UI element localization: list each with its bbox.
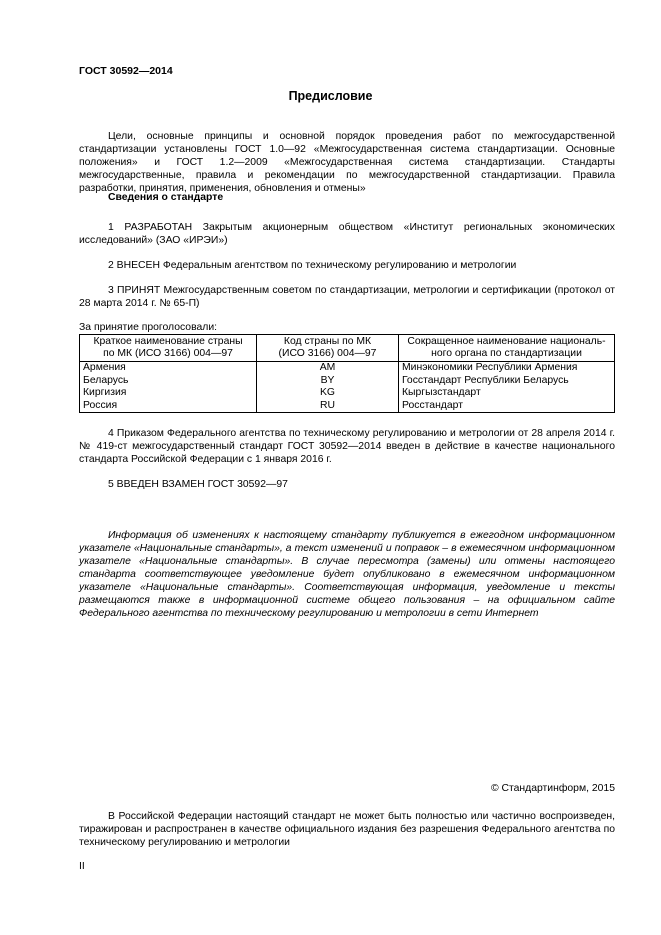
header-line: по МК (ИСО 3166) 004—97	[103, 348, 233, 359]
header-line: Краткое наименование страны	[93, 336, 243, 347]
item-3-adopted: 3 ПРИНЯТ Межгосударственным советом по стандартизации, метрологии и сертификации (протокол от 28 марта 2014 г. № 65-П)	[79, 285, 615, 309]
voting-table	[79, 334, 615, 413]
code-cell: AM	[257, 362, 399, 375]
body-cell: Минэкономики Республики Армения	[399, 362, 615, 375]
header-line: Код страны по МК	[283, 336, 372, 347]
item-5-replaces: 5 ВВЕДЕН ВЗАМЕН ГОСТ 30592—97	[108, 479, 288, 490]
item-1-developed: 1 РАЗРАБОТАН Закрытым акционерным обществом «Институт региональных экономических исследований» (ЗАО «ИРЭИ»)	[79, 222, 615, 246]
country-cell: Беларусь	[80, 375, 257, 388]
header-line: ного органа по стандартизации	[431, 348, 582, 359]
body-cell: Кыргызстандарт	[399, 387, 615, 400]
intro-paragraph: Цели, основные принципы и основной порядок проведения работ по межгосударственной стандартизации установлены ГОСТ 1.0—92 «Межгосударственная система стандартизации. Основные положения» и ГОСТ 1.2—2009 «Межгосударственная система стандартизации. Стандарты межгосударственные, правила и рекомендации по межгосударственной стандартизации. Правила разработки, принятия, применения, обновления и отмены»	[79, 131, 615, 194]
header-line: Сокращенное наименование националь-	[407, 336, 606, 347]
page-title: Предисловие	[288, 89, 373, 103]
copyright-notice: © Стандартинформ, 2015	[490, 783, 615, 794]
voted-label: За принятие проголосовали:	[79, 322, 218, 333]
amendments-info: Информация об изменениях к настоящему стандарту публикуется в ежегодном информационном указателе «Национальные стандарты», а текст изменений и поправок – в ежемесячном информационном указателе «Национальные стандарты». В случае пересмотра (замены) или отмены настоящего стандарта соответствующее уведомление будет опубликовано в ежемесячном информационном указателе «Национальные стандарты». Соответствующая информация, уведомление и тексты размещаются также в информационной системе общего пользования – на официальном сайте Федерального агентства по техническому регулированию и метрологии в сети Интернет	[79, 530, 615, 619]
body-cell: Росстандарт	[399, 400, 615, 413]
country-cell: Киргизия	[80, 387, 257, 400]
table-header-country	[80, 335, 257, 362]
table-header-row	[80, 335, 615, 362]
table-row	[80, 375, 615, 388]
code-cell: KG	[257, 387, 399, 400]
country-cell: Армения	[80, 362, 257, 375]
country-cell: Россия	[80, 400, 257, 413]
item-4-order: 4 Приказом Федерального агентства по техническому регулированию и метрологии от 28 апреля 2014 г. № 419-ст межгосударственный стандарт ГОСТ 30592—2014 введен в действие в качестве национального стандарта Российской Федерации с 1 января 2016 г.	[79, 428, 615, 465]
document-header: ГОСТ 30592—2014	[79, 65, 173, 77]
table-header-code	[257, 335, 399, 362]
table-row	[80, 362, 615, 375]
table-row	[80, 400, 615, 413]
code-cell: RU	[257, 400, 399, 413]
code-cell: BY	[257, 375, 399, 388]
legal-notice: В Российской Федерации настоящий стандарт не может быть полностью или частично воспроизведен, тиражирован и распространен в качестве официального издания без разрешения Федерального агентства по техническому регулированию и метрологии	[79, 811, 615, 848]
page-number: II	[79, 861, 85, 872]
table-row	[80, 387, 615, 400]
section-subtitle: Сведения о стандарте	[108, 192, 224, 203]
item-2-introduced: 2 ВНЕСЕН Федеральным агентством по техническому регулированию и метрологии	[108, 260, 517, 271]
table-header-body	[399, 335, 615, 362]
header-line: (ИСО 3166) 004—97	[278, 348, 377, 359]
body-cell: Госстандарт Республики Беларусь	[399, 375, 615, 388]
